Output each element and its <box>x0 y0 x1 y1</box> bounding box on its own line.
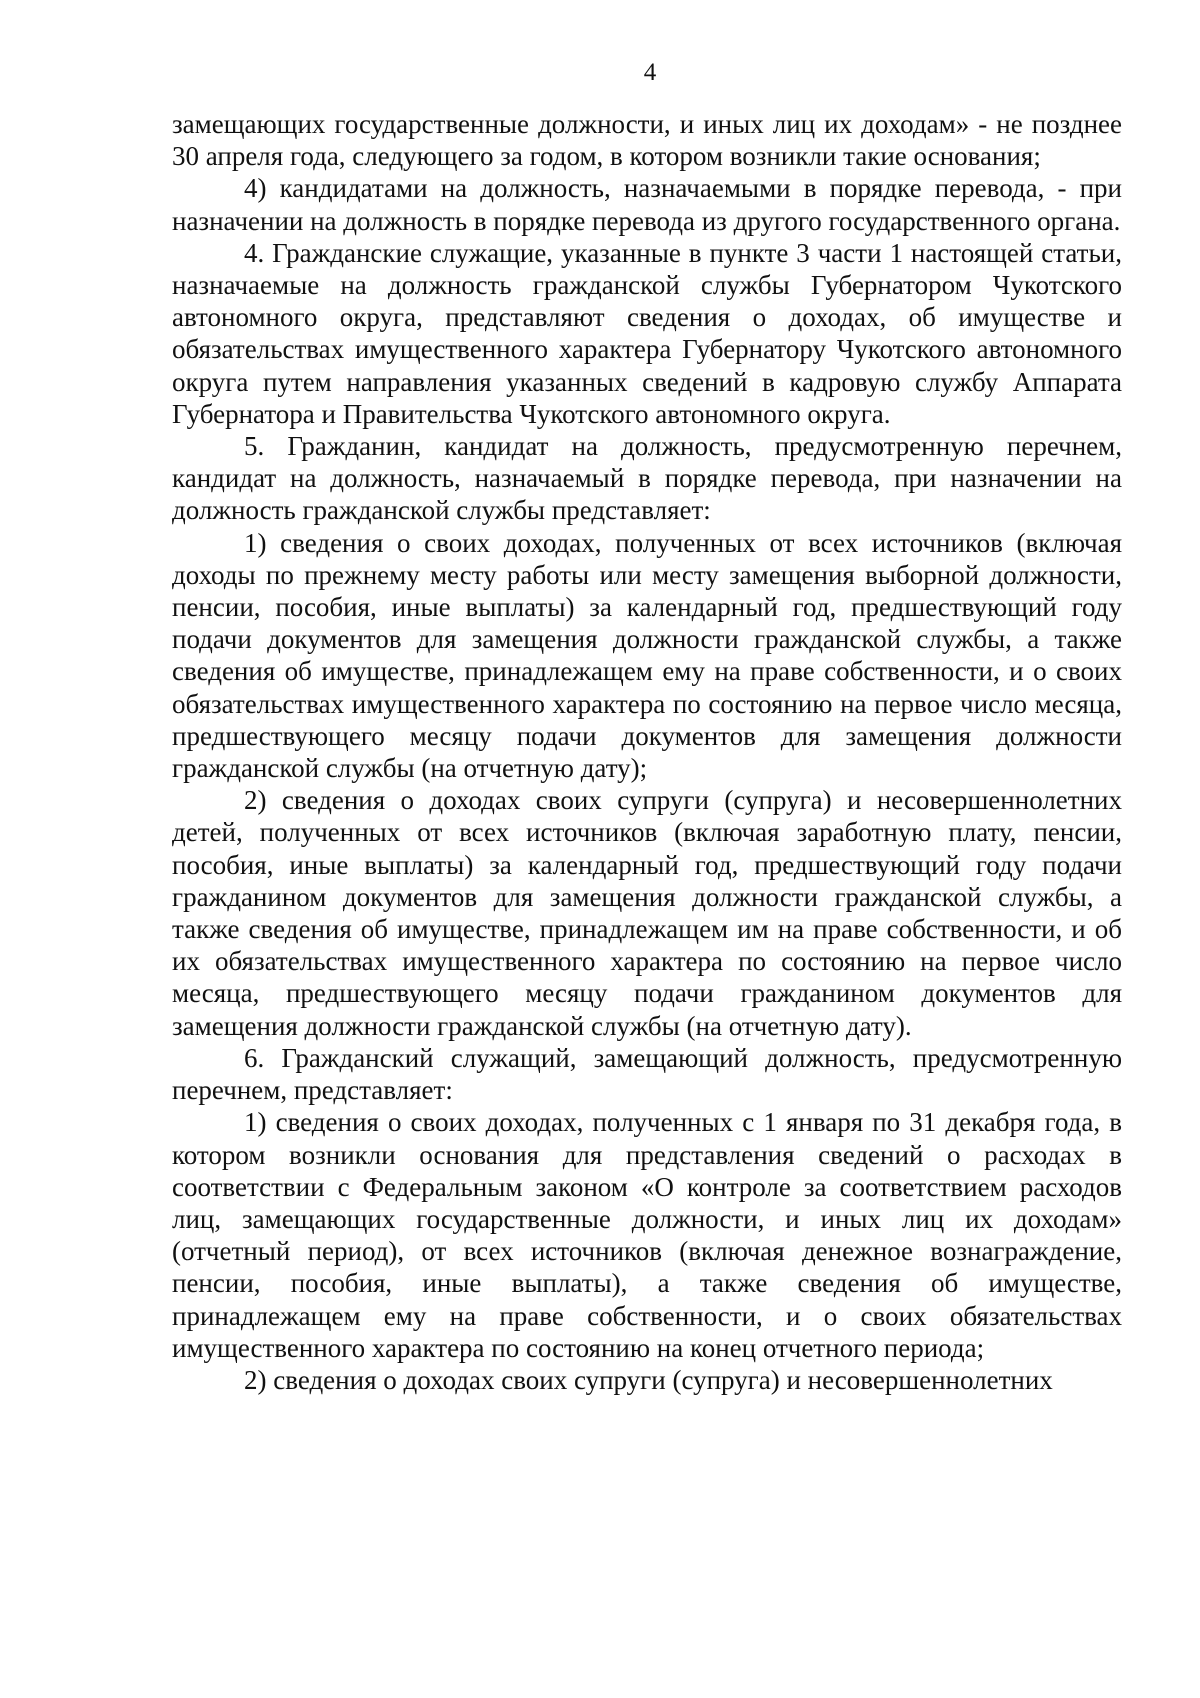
paragraph: 4. Гражданские служащие, указанные в пункте 3 части 1 настоящей статьи, назначаемые на должность гражданской службы Губернатором Чукотского автономного округа, представляют сведения о доходах, об имуществе и обязательствах имущественного характера Губернатору Чукотского автономного округа путем направления указанных сведений в кадровую службу Аппарата Губернатора и Правительства Чукотского автономного округа. <box>172 237 1122 429</box>
paragraph: 1) сведения о своих доходах, полученных с 1 января по 31 декабря года, в котором возникли основания для представления сведений о расходах в соответствии с Федеральным законом «О контроле за соответствием расходов лиц, замещающих государственные должности, и иных лиц их доходам» (отчетный период), от всех источников (включая денежное вознаграждение, пенсии, пособия, иные выплаты), а также сведения об имуществе, принадлежащем ему на праве собственности, и о своих обязательствах имущественного характера по состоянию на конец отчетного периода; <box>172 1107 1122 1363</box>
document-body <box>172 108 1122 1396</box>
paragraph: 5. Гражданин, кандидат на должность, предусмотренную перечнем, кандидат на должность, назначаемый в порядке перевода, при назначении на должность гражданской службы представляет: <box>172 431 1122 526</box>
paragraph: 4) кандидатами на должность, назначаемыми в порядке перевода, - при назначении на должность в порядке перевода из другого государственного органа. <box>172 173 1122 236</box>
paragraph: 2) сведения о доходах своих супруги (супруга) и несовершеннолетних <box>244 1364 1053 1395</box>
paragraph: 6. Гражданский служащий, замещающий должность, предусмотренную перечнем, представляет: <box>172 1042 1122 1106</box>
paragraph: замещающих государственные должности, и иных лиц их доходам» - не позднее 30 апреля года, следующего за годом, в котором возникли такие основания; <box>172 109 1122 172</box>
paragraph: 1) сведения о своих доходах, полученных от всех источников (включая доходы по прежнему месту работы или месту замещения выборной должности, пенсии, пособия, иные выплаты) за календарный год, предшествующий году подачи документов для замещения должности гражданской службы, а также сведения об имуществе, принадлежащем ему на праве собственности, и о своих обязательствах имущественного характера по состоянию на первое число месяца, предшествующего месяцу подачи документов для замещения должности гражданской службы (на отчетную дату); <box>172 527 1122 784</box>
page-number: 4 <box>643 59 657 86</box>
paragraph: 2) сведения о доходах своих супруги (супруга) и несовершеннолетних детей, полученных от всех источников (включая заработную плату, пенсии, пособия, иные выплаты) за календарный год, предшествующий году подачи гражданином документов для замещения должности гражданской службы, а также сведения об имуществе, принадлежащем им на праве собственности, и об их обязательствах имущественного характера по состоянию на первое число месяца, предшествующего месяцу подачи гражданином документов для замещения должности гражданской службы (на отчетную дату). <box>172 785 1122 1041</box>
